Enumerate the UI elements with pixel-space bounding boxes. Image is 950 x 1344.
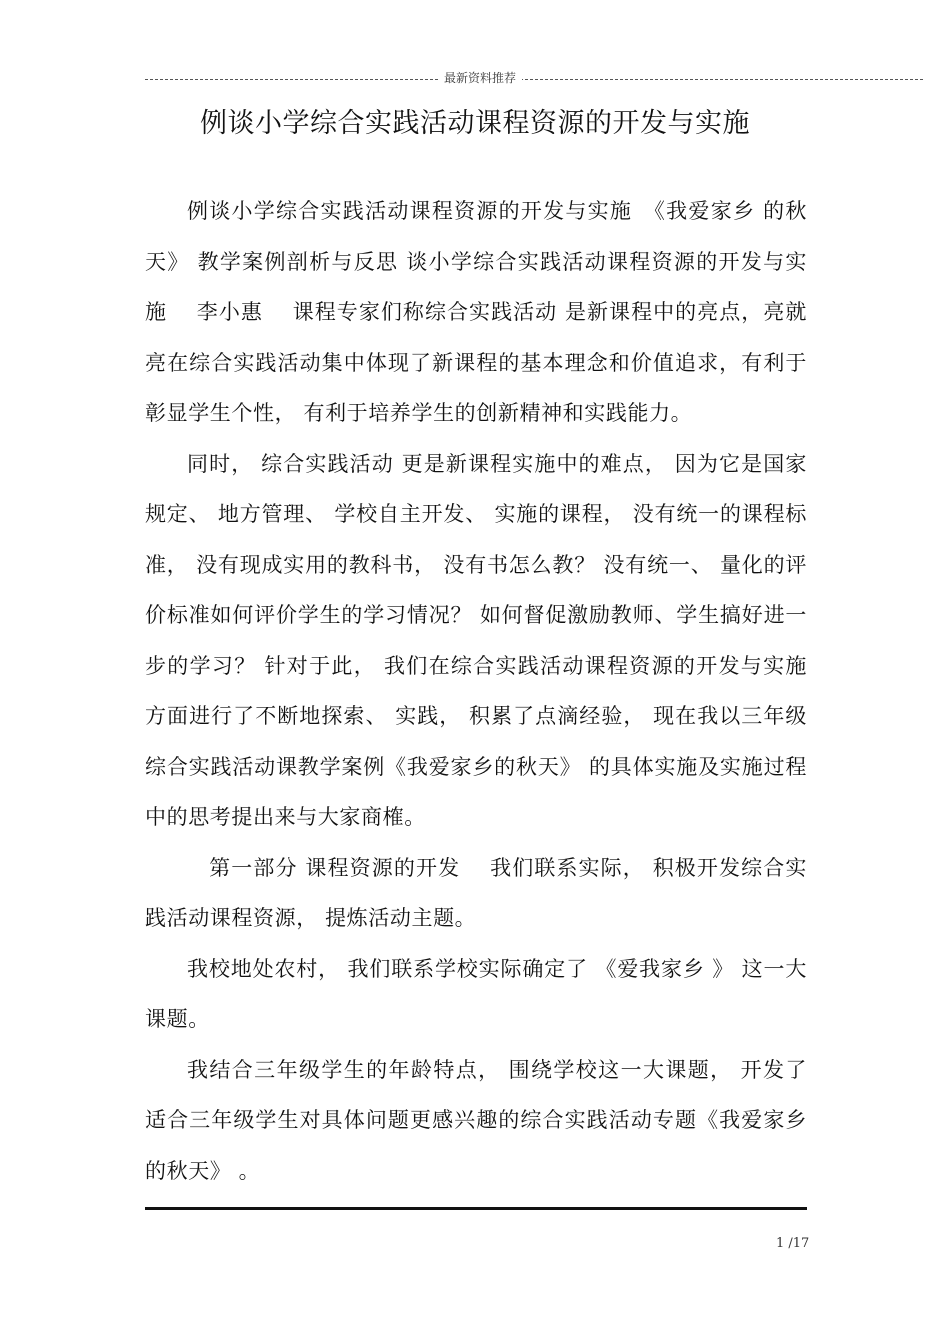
paragraph: 同时， 综合实践活动 更是新课程实施中的难点， 因为它是国家规定、 地方管理、 学校自主开发、 实施的课程， 没有统一的课程标准， 没有现成实用的教科书， 没有书怎么教？ 没有统一、 量化的评价标准如何评价学生的学习情况？ 如何督促激励教师、学生搞好进一步的学习？ 针对于此， 我们在综合实践活动课程资源的开发与实施方面进行了不断地探索、 实践， 积累了点滴经验， 现在我以三年级综合实践活动课教学案例《我爱家乡的秋天》 的具体实施及实施过程中的思考提出来与大家商榷。	[145, 451, 807, 829]
page-number: 1 /17	[776, 1236, 810, 1251]
header-label: 最新资料推荐	[438, 70, 522, 86]
header-rule	[145, 79, 923, 80]
paragraph: 我结合三年级学生的年龄特点， 围绕学校这一大课题， 开发了 适合三年级学生对具体问题更感兴趣的综合实践活动专题《我爱家乡的秋天》 。	[145, 1057, 807, 1183]
footer-rule	[145, 1207, 807, 1210]
paragraph: 例谈小学综合实践活动课程资源的开发与实施 《我爱家乡 的秋天》 教学案例剖析与反思 谈小学综合实践活动课程资源的开发与实施 李小惠 课程专家们称综合实践活动 是新课程中的亮点，亮就亮在综合实践活动集中体现了新课程的基本理念和价值追求，有利于彰显学生个性， 有利于培养学生的创新精神和实践能力。	[145, 199, 807, 425]
document-title: 例谈小学综合实践活动课程资源的开发与实施	[200, 108, 750, 139]
paragraph: 第一部分 课程资源的开发 我们联系实际， 积极开发综合实践活动课程资源， 提炼活动主题。	[145, 855, 807, 930]
document-body	[145, 186, 807, 1196]
paragraph: 我校地处农村， 我们联系学校实际确定了 《爱我家乡 》 这一大课题。	[145, 956, 807, 1031]
